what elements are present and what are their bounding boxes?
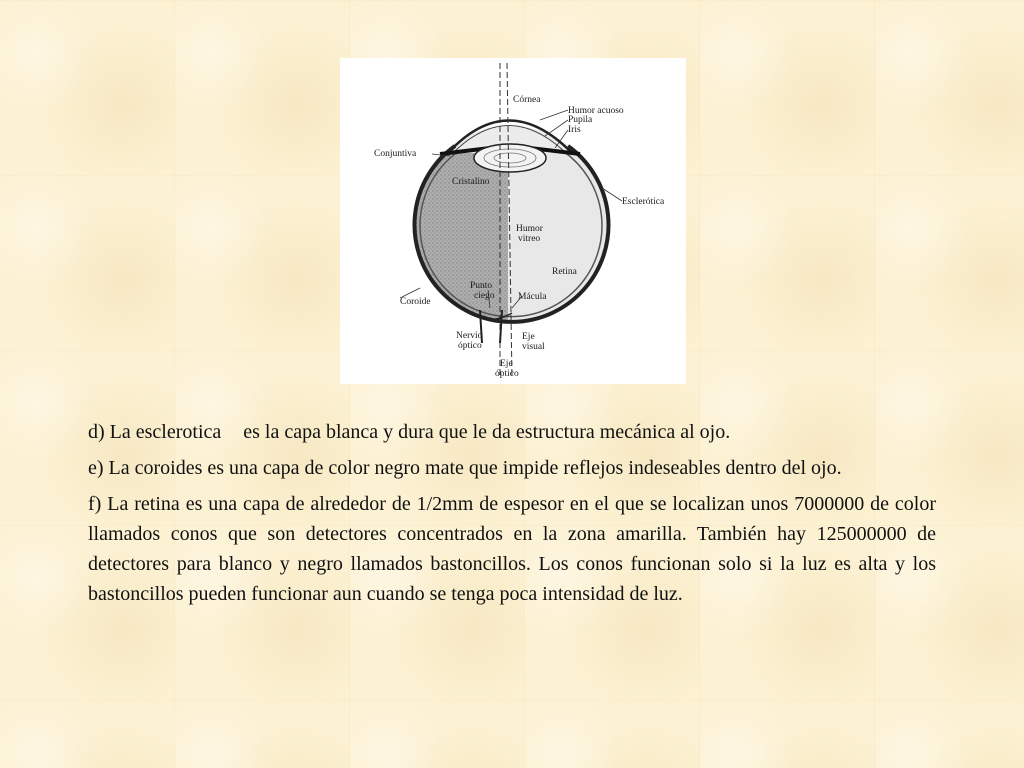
label-cristalino: Cristalino (452, 177, 490, 187)
label-vitreo: vitreo (518, 234, 541, 244)
label-optico-nervio: óptico (458, 341, 482, 351)
label-esclerotica: Esclerótica (622, 197, 665, 207)
label-nervio: Nervio (456, 331, 483, 341)
label-pupila: Pupila (568, 115, 593, 125)
label-coroide: Coroide (400, 297, 431, 307)
paragraph-d-rest: es la capa blanca y dura que le da estructura mecánica al ojo. (243, 421, 731, 443)
label-humor-acuoso: Humor acuoso (568, 106, 624, 116)
paragraph-esclerotica (88, 417, 936, 447)
paragraph-retina: f) La retina es una capa de alrededor de 1/2mm de espesor en el que se localizan unos 7000000 de color llamados conos que son detectores concentrados en la zona amarilla. También hay 125000000 de detectores para blanco y negro llamados bastoncillos. Los conos funcionan solo si la luz es alta y los bastoncillos pueden funcionar aun cuando se tenga poca intensidad de luz. (88, 493, 936, 605)
label-eje-visual-1: Eje (522, 332, 535, 342)
label-humor: Humor (516, 224, 543, 234)
label-retina: Retina (552, 267, 577, 277)
label-punto: Punto (470, 281, 493, 291)
label-conjuntiva: Conjuntiva (374, 149, 417, 159)
label-eje-optico-1: Eje (500, 359, 513, 369)
label-macula: Mácula (518, 292, 547, 302)
description-text (88, 417, 936, 615)
lens (474, 144, 546, 172)
paragraph-d-term: d) La esclerotica (88, 421, 222, 443)
label-eje-optico-2: óptico (495, 369, 519, 379)
label-iris: Iris (568, 125, 581, 135)
label-cornea: Córnea (513, 95, 541, 105)
paragraph-coroides: e) La coroides es una capa de color negro mate que impide reflejos indeseables dentro del ojo. (88, 457, 842, 479)
label-ciego: ciego (474, 291, 495, 301)
label-eje-visual-2: visual (522, 342, 545, 352)
eye-anatomy-diagram (340, 58, 686, 384)
eye-diagram-svg (340, 58, 686, 384)
